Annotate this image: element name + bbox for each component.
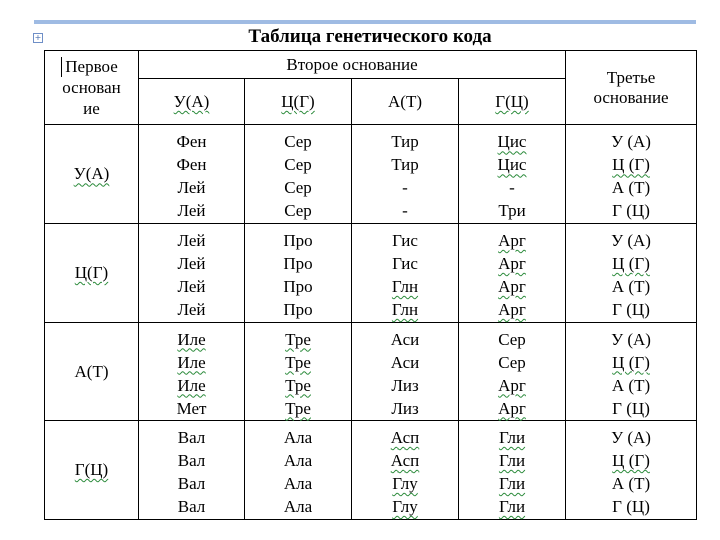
amino-acid: Лей <box>177 299 206 319</box>
header-second-col-1[interactable] <box>139 79 245 125</box>
amino-acid: Сер <box>284 201 312 221</box>
amino-acid-cell[interactable] <box>459 125 566 224</box>
amino-acid-cell[interactable] <box>245 322 352 421</box>
amino-acid: Вал <box>177 451 206 471</box>
amino-acid: Про <box>283 299 313 319</box>
amino-acid-cell[interactable] <box>352 125 459 224</box>
header-second-col-1-label: У(А) <box>173 91 210 111</box>
third-base-label: У (А) <box>611 428 651 448</box>
header-second-base[interactable]: Второе основание <box>139 51 566 79</box>
third-base-label: У (А) <box>611 132 651 152</box>
table-move-handle-icon[interactable]: + <box>34 33 42 42</box>
third-base-label: Г (Ц) <box>612 398 650 418</box>
amino-acid: Цис <box>497 132 527 152</box>
amino-acid: Ала <box>283 451 313 471</box>
amino-acid: Иле <box>177 329 206 349</box>
amino-acid: Вал <box>177 428 206 448</box>
third-base-cell[interactable] <box>566 224 697 323</box>
amino-acid-cell[interactable] <box>139 224 245 323</box>
amino-acid-cell[interactable] <box>352 322 459 421</box>
amino-acid: Аси <box>390 329 420 349</box>
amino-acid: Гли <box>498 474 526 494</box>
amino-acid: Лей <box>177 276 206 296</box>
amino-acid: Иле <box>177 375 206 395</box>
amino-acid: Фен <box>176 155 207 175</box>
amino-acid-cell[interactable] <box>352 421 459 520</box>
amino-acid: Сер <box>498 352 526 372</box>
document-top-rule <box>34 20 696 24</box>
amino-acid: Тир <box>391 132 419 152</box>
amino-acid: Асп <box>390 428 420 448</box>
header-second-col-3[interactable] <box>352 79 459 125</box>
amino-acid: Гли <box>498 497 526 517</box>
amino-acid: Тре <box>285 329 311 349</box>
header-second-col-2-label: Ц(Г) <box>281 91 315 111</box>
first-base-cell[interactable] <box>45 322 139 421</box>
amino-acid: Арг <box>498 230 526 250</box>
amino-acid: Сер <box>498 329 526 349</box>
header-third-base-line-2: основание <box>593 87 669 107</box>
table-caption: Таблица генетического кода <box>248 26 492 47</box>
amino-acid: Гис <box>392 253 418 273</box>
amino-acid: Про <box>283 253 313 273</box>
third-base-label: Г (Ц) <box>612 299 650 319</box>
third-base-label: Г (Ц) <box>612 201 650 221</box>
amino-acid: Лиз <box>391 398 419 418</box>
codon-group-row <box>45 322 697 421</box>
header-first-base-line-1: Первое <box>65 57 118 77</box>
third-base-cell[interactable] <box>566 322 697 421</box>
amino-acid: Гис <box>392 230 418 250</box>
amino-acid: Тре <box>285 375 311 395</box>
first-base-label: А(Т) <box>74 361 109 381</box>
first-base-cell[interactable] <box>45 224 139 323</box>
amino-acid: Вал <box>177 474 206 494</box>
third-base-label: Ц (Г) <box>612 352 650 372</box>
amino-acid-cell[interactable] <box>245 125 352 224</box>
amino-acid: Мет <box>176 398 207 418</box>
first-base-label: Г(Ц) <box>74 460 109 480</box>
header-second-col-3-label: А(Т) <box>388 91 422 111</box>
third-base-cell[interactable] <box>566 421 697 520</box>
amino-acid-cell[interactable] <box>459 322 566 421</box>
amino-acid: Лей <box>177 178 206 198</box>
amino-acid: Про <box>283 276 313 296</box>
amino-acid: Ала <box>283 497 313 517</box>
header-second-col-4-label: Г(Ц) <box>495 91 529 111</box>
header-first-base-line-3: ие <box>83 99 100 119</box>
amino-acid: - <box>509 178 515 198</box>
amino-acid-cell[interactable] <box>139 322 245 421</box>
amino-acid-cell[interactable] <box>352 224 459 323</box>
header-first-base-line-2: основан <box>62 78 121 98</box>
third-base-label: А (Т) <box>611 474 651 494</box>
first-base-cell[interactable] <box>45 125 139 224</box>
amino-acid: Иле <box>177 352 206 372</box>
amino-acid: Вал <box>177 497 206 517</box>
genetic-code-table <box>44 50 697 520</box>
third-base-label: Г (Ц) <box>612 497 650 517</box>
amino-acid: Цис <box>497 155 527 175</box>
header-second-col-2[interactable] <box>245 79 352 125</box>
amino-acid: Лей <box>177 230 206 250</box>
header-first-base[interactable] <box>45 51 139 125</box>
amino-acid: Ала <box>283 428 313 448</box>
amino-acid-cell[interactable] <box>245 224 352 323</box>
third-base-label: А (Т) <box>611 276 651 296</box>
codon-group-row <box>45 421 697 520</box>
amino-acid: Лей <box>177 253 206 273</box>
amino-acid: Арг <box>498 276 526 296</box>
third-base-label: Ц (Г) <box>612 155 650 175</box>
first-base-cell[interactable] <box>45 421 139 520</box>
amino-acid: Три <box>498 201 526 221</box>
third-base-cell[interactable] <box>566 125 697 224</box>
codon-group-row <box>45 125 697 224</box>
amino-acid-cell[interactable] <box>139 421 245 520</box>
amino-acid: Тре <box>285 398 311 418</box>
amino-acid-cell[interactable] <box>459 421 566 520</box>
amino-acid: Про <box>283 230 313 250</box>
third-base-label: А (Т) <box>611 375 651 395</box>
amino-acid: Арг <box>498 299 526 319</box>
third-base-label: У (А) <box>611 230 651 250</box>
amino-acid: Тир <box>391 155 419 175</box>
header-third-base[interactable] <box>566 51 697 125</box>
amino-acid: Глн <box>391 276 419 296</box>
third-base-label: Ц (Г) <box>612 451 650 471</box>
amino-acid: Лиз <box>391 375 419 395</box>
amino-acid: Гли <box>498 428 526 448</box>
amino-acid: Арг <box>498 253 526 273</box>
amino-acid: Сер <box>284 178 312 198</box>
codon-group-row <box>45 224 697 323</box>
header-second-col-4[interactable] <box>459 79 566 125</box>
amino-acid: Ала <box>283 474 313 494</box>
amino-acid: Асп <box>390 451 420 471</box>
amino-acid: Арг <box>498 398 526 418</box>
header-third-base-line-1: Третье <box>606 67 656 87</box>
third-base-label: Ц (Г) <box>612 253 650 273</box>
amino-acid: - <box>402 201 408 221</box>
amino-acid: Сер <box>284 155 312 175</box>
text-cursor <box>61 57 62 77</box>
amino-acid-cell[interactable] <box>245 421 352 520</box>
first-base-label: Ц(Г) <box>74 262 109 282</box>
amino-acid: Фен <box>176 132 207 152</box>
amino-acid-cell[interactable] <box>459 224 566 323</box>
amino-acid: - <box>402 178 408 198</box>
first-base-label: У(А) <box>73 164 110 184</box>
amino-acid-cell[interactable] <box>139 125 245 224</box>
amino-acid: Гли <box>498 451 526 471</box>
amino-acid: Аси <box>390 352 420 372</box>
amino-acid: Глу <box>392 474 418 494</box>
amino-acid: Глу <box>392 497 418 517</box>
amino-acid: Арг <box>498 375 526 395</box>
amino-acid: Глн <box>391 299 419 319</box>
amino-acid: Тре <box>285 352 311 372</box>
third-base-label: У (А) <box>611 329 651 349</box>
amino-acid: Лей <box>177 201 206 221</box>
third-base-label: А (Т) <box>611 178 651 198</box>
amino-acid: Сер <box>284 132 312 152</box>
